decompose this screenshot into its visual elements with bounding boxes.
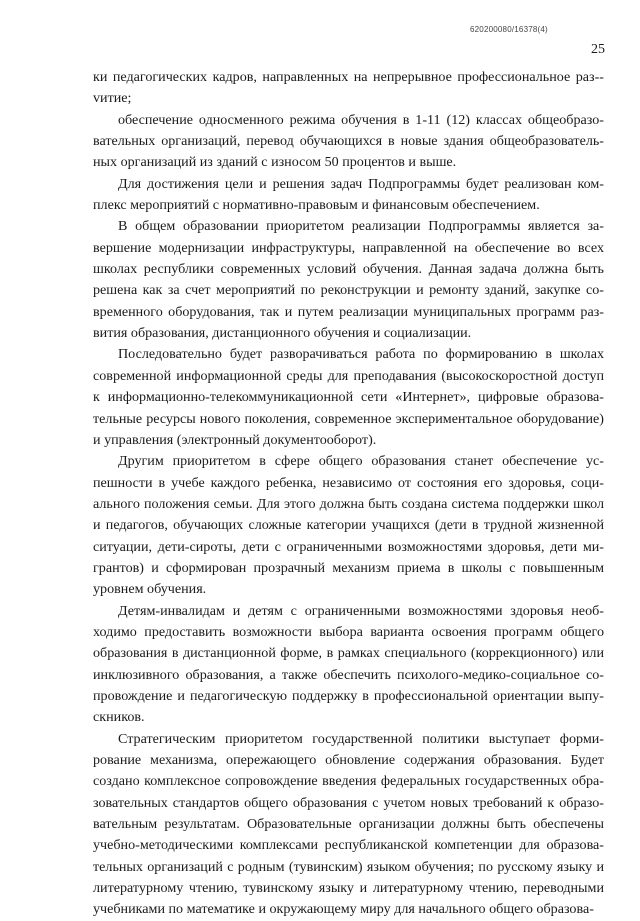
paragraph: Стратегическим приоритетом государственной политики выступает формирование механизма, опережающего обновление содержания образования. Будет создано комплексное сопровождение введения федеральных государственных образовательных стандартов общего образования с учетом новых требований к образовательным результатам. Образовательные организации должны быть обеспечены учебно-методическими комплексами республиканской компетенции для образовательных организаций с родным (тувинским) языком обучения; по русскому языку и литературному чтению, тувинскому языку и литературному чтению, переводными учебниками по математике и окружающему миру для начального общего образова-: [93, 730, 604, 918]
paragraph: Последовательно будет разворачиваться работа по формированию в школах современной информационной среды для преподавания (высокоскоростной доступ к информационно-телекоммуникационной сети «Интернет», цифровые образовательные ресурсы нового поколения, современное экспериментальное оборудование) и управления (электронный документооборот).: [93, 346, 604, 448]
paragraph: Для достижения цели и решения задач Подпрограммы будет реализован комплекс мероприятий с нормативно-правовым и финансовым обеспечением.: [93, 175, 604, 214]
document-id: 620200080/16378(4): [470, 25, 548, 34]
document-body: [93, 67, 604, 921]
paragraph: обеспечение односменного режима обучения в 1-11 (12) классах общеобразовательных организаций, перевод обучающихся в новые здания общеобразовательных организаций из зданий с износом 50 процентов и выше.: [93, 111, 604, 171]
page-number: 25: [591, 42, 605, 57]
paragraph: Детям-инвалидам и детям с ограниченными возможностями здоровья необходимо предоставить возможности выбора варианта освоения программ общего образования в дистанционной форме, в рамках специального (коррекционного) или инклюзивного образования, а также обеспечить психолого-медико-социальное сопровождение и педагогическую поддержку в профессиональной ориентации выпускников.: [93, 602, 604, 726]
paragraph: Другим приоритетом в сфере общего образования станет обеспечение успешности в учебе каждого ребенка, независимо от состояния его здоровья, социального положения семьи. Для этого должна быть создана система поддержки школ и педагогов, обучающих сложные категории учащихся (дети в трудной жизненной ситуации, дети-сироты, дети с ограниченными возможностями здоровья, дети мигрантов) и сформирован прозрачный механизм приема в школы с повышенным уровнем обучения.: [93, 453, 604, 598]
paragraph: В общем образовании приоритетом реализации Подпрограммы является завершение модернизации инфраструктуры, направленной на обеспечение во всех школах республики современных условий обучения. Данная задача должна быть решена как за счет мероприятий по реконструкции и ремонту зданий, закупке современного оборудования, так и путем реализации муниципальных программ развития образования, дистанционного обучения и социализации.: [93, 218, 604, 342]
paragraph-continuation: ки педагогических кадров, направленных на непрерывное профессиональное раз-vитие;: [93, 69, 604, 107]
